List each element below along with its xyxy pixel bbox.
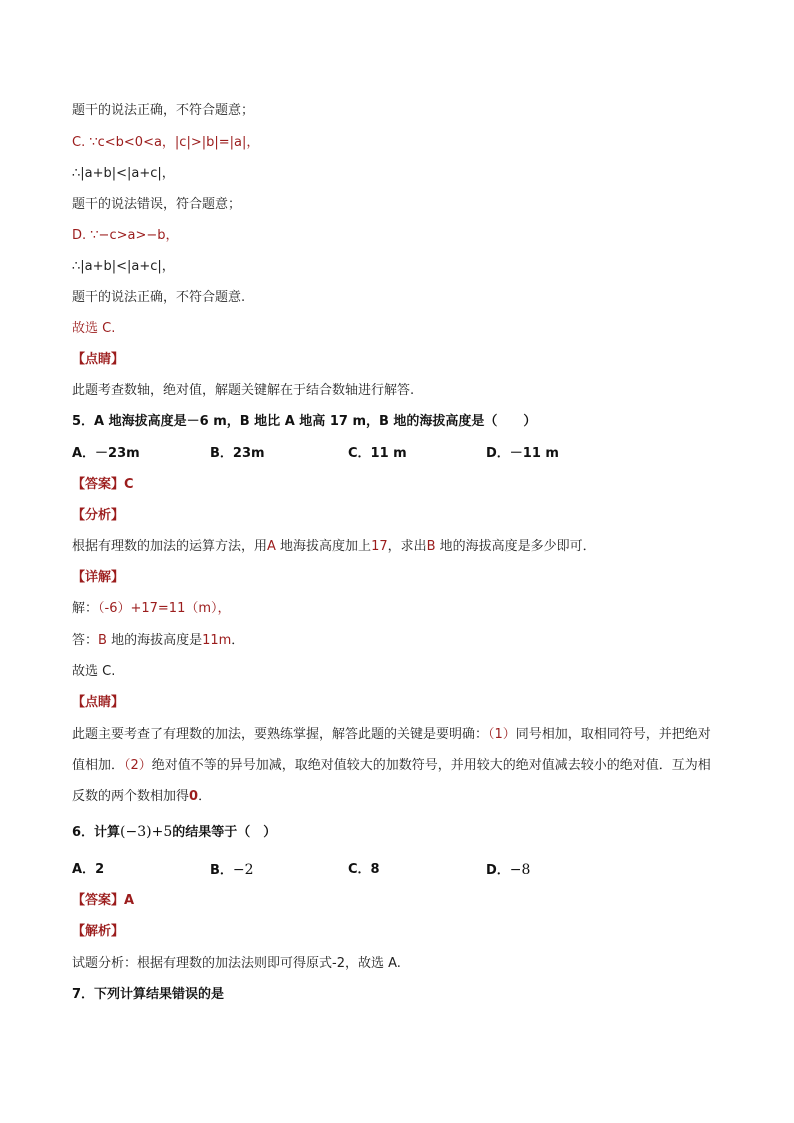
q6-stem-pre: 6．计算	[72, 825, 121, 840]
q5-fenxi-pre: 根据有理数的加法的运算方法，用	[72, 539, 268, 554]
q6-option-b	[210, 861, 254, 880]
q6-option-d	[486, 861, 530, 880]
prev-line-2: C. ∵c<b<0<a，|c|>|b|=|a|，	[72, 135, 260, 150]
q6-jiexi-label: 【解析】	[72, 924, 125, 939]
q5-fenxi-label: 【分析】	[72, 508, 125, 523]
prev-line-7: 题干的说法正确，不符合题意.	[72, 290, 246, 305]
prev-line-6: ∴|a+b|<|a+c|，	[72, 259, 175, 274]
prev-choose-line: 故选 C.	[72, 321, 116, 336]
q5-fenxi-mid2: ，求出	[387, 539, 427, 554]
q7-stem: 7．下列计算结果错误的是	[72, 987, 225, 1002]
q6-option-b-value: −2	[232, 862, 254, 878]
q6-option-b-label: B．	[210, 863, 233, 878]
q5-dianjing-end: ．	[198, 789, 212, 804]
q5-solution	[72, 600, 231, 618]
q6-answer-label: 【答案】	[72, 893, 125, 908]
q5-ans-mid: 地的海拔高度是	[106, 633, 203, 648]
q5-dianjing-2: 同号相加，取相同符号，并把绝对值相加．	[72, 727, 711, 773]
q5-fenxi-b: B	[426, 539, 436, 554]
q5-fenxi-post: 地的海拔高度是多少即可．	[435, 539, 596, 554]
prev-line-3: ∴|a+b|<|a+c|，	[72, 166, 175, 181]
q6-option-d-label: D．	[486, 863, 510, 878]
q5-choose: 故选 C.	[72, 664, 116, 679]
q5-dianjing-zero: 0	[189, 789, 199, 804]
q5-ans-b: B	[98, 633, 107, 648]
q6-option-c-value: 8	[370, 862, 380, 877]
q6-stem-expr: (−3)+5	[120, 824, 173, 840]
q6-option-a-value: 2	[95, 862, 105, 877]
q5-fenxi-mid1: 地海拔高度加上	[275, 539, 372, 554]
q6-option-c	[348, 861, 380, 879]
q5-ans-end: ．	[231, 633, 245, 648]
q5-option-c: C．11 m	[348, 446, 407, 461]
q6-option-c-label: C．	[348, 862, 371, 877]
q6-answer-value: A	[124, 893, 135, 908]
q6-option-a-label: A．	[72, 862, 96, 877]
prev-dianjing-text: 此题考查数轴，绝对值，解题关键解在于结合数轴进行解答.	[72, 383, 415, 398]
q5-option-b: B．23m	[210, 446, 265, 461]
q5-ans-pre: 答：	[72, 633, 99, 648]
q5-option-a: A．－23m	[72, 446, 140, 461]
q5-dianjing-3: 绝对值不等的异号加减，取绝对值较大的加数符号，并用较大的绝对值减去较小的绝对值．互为相反数的两个数相加得	[72, 758, 711, 804]
q5-answer-value: C	[124, 477, 134, 492]
q6-jiexi-text: 试题分析：根据有理数的加法法则即可得原式-2，故选 A.	[72, 956, 401, 971]
prev-line-1: 题干的说法正确，不符合题意；	[72, 103, 255, 118]
q5-fenxi-text	[72, 538, 596, 556]
prev-line-5: D. ∵−c>a>−b，	[72, 228, 179, 243]
q5-dianjing-n2: （2）	[124, 758, 152, 773]
q5-option-d: D．－11 m	[486, 446, 559, 461]
q5-dianjing-text	[72, 719, 722, 812]
q5-options	[72, 445, 722, 463]
prev-dianjing-label: 【点睛】	[72, 352, 125, 367]
q5-fenxi-a: A	[267, 539, 276, 554]
q5-solution-pre: 解：	[72, 601, 99, 616]
q5-stem: 5．A 地海拔高度是－6 m，B 地比 A 地高 17 m，B 地的海拔高度是（ ）	[72, 414, 537, 429]
q6-stem-post: 的结果等于（ ）	[172, 825, 277, 840]
prev-line-4: 题干的说法错误，符合题意；	[72, 197, 242, 212]
q5-dianjing-n1: （1）	[488, 727, 516, 742]
q5-fenxi-num: 17	[371, 539, 388, 554]
q6-option-d-value: −8	[509, 862, 531, 878]
q5-answer-label: 【答案】	[72, 477, 125, 492]
q6-options	[72, 861, 722, 879]
q5-xiangjie-label: 【详解】	[72, 570, 125, 585]
q5-solution-expr: （-6）+17=11（m），	[98, 601, 231, 616]
q5-ans-val: 11m	[202, 633, 232, 648]
q5-dianjing-1: 此题主要考查了有理数的加法，要熟练掌握，解答此题的关键是要明确：	[72, 727, 489, 742]
q6-stem	[72, 823, 276, 842]
q5-dianjing-label: 【点睛】	[72, 695, 125, 710]
q6-option-a	[72, 861, 104, 879]
q5-answer	[72, 476, 134, 494]
q6-answer	[72, 892, 134, 910]
q5-answer-sentence	[72, 632, 244, 650]
